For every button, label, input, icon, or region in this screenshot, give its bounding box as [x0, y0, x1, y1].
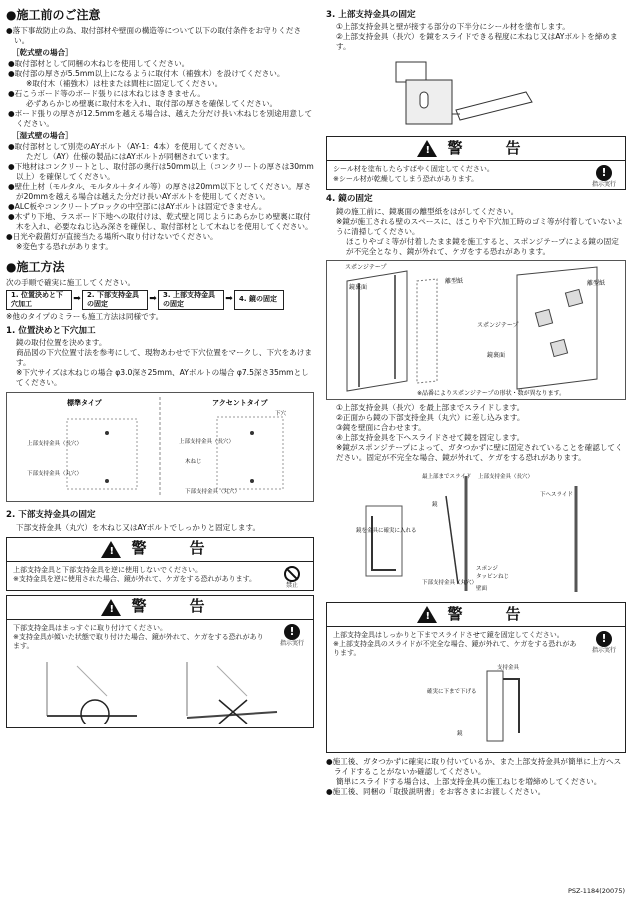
support-label: 支持金具	[497, 664, 520, 671]
warning-triangle-icon: !	[417, 140, 437, 157]
dry-item: ●取付部の厚さが5.5mm以上になるように取付木（補強木）を設けてください。	[8, 68, 285, 78]
wet-note: ただし（AY）仕様の製品にはAYボルトが同梱されています。	[26, 152, 234, 162]
hole-label: 下穴	[275, 411, 287, 418]
mirror-label: 鏡	[432, 501, 438, 508]
sun-note: ※変色する恐れがあります。	[16, 242, 113, 252]
right-column	[326, 0, 626, 797]
sure-label: 確実に下まで下げる	[427, 688, 477, 695]
dry-note: ※取付木（補強木）は柱または間柱に固定してください。	[26, 78, 223, 88]
release-label-2: 離型紙	[587, 279, 606, 287]
warning-header	[327, 137, 625, 161]
std-type-label: 標準タイプ	[67, 399, 102, 408]
warning-box-slide	[326, 602, 626, 753]
final-note: 簡単にスライドする場合は、上部支持金具の施工ねじを増締めしてください。	[336, 776, 602, 786]
warning-title: 警 告	[447, 604, 535, 623]
sponge-label-3: スポンジ	[476, 565, 498, 572]
warning-box-straight	[6, 595, 314, 728]
warning-triangle-icon: !	[101, 541, 121, 558]
method-note: ※他のタイプのミラーも施工方法は同様です。	[6, 312, 164, 322]
sealant-figure	[326, 52, 626, 132]
dry-item: ●取付部材として同梱の木ねじを使用してください。	[8, 58, 190, 68]
warning-header	[7, 596, 313, 620]
arrow-right-icon: ➡	[73, 294, 81, 305]
arrow-right-icon: ➡	[149, 294, 157, 305]
step1-heading: 1. 位置決めと下穴加工	[6, 326, 96, 337]
warning-text: 下部支持金具はまっすぐに取り付けてください。	[13, 623, 167, 632]
instruction-icon: ! 指示実行	[591, 631, 616, 654]
top-label: 最上部までスライド	[422, 473, 472, 480]
mirror-back-figure	[326, 260, 626, 400]
step2-text: 下部支持金具（丸穴）を木ねじ又はAYボルトでしっかりと固定します。	[16, 522, 261, 532]
step-3: 3. 上部支持金具の固定	[158, 290, 224, 310]
warning-note: ※上部支持金具のスライドが不完全な場合、鏡が外れて、ケガをする恐れがあります。	[333, 640, 577, 658]
step-4: 4. 鏡の固定	[234, 290, 284, 310]
tapping-label: タッピンねじ	[476, 573, 510, 580]
mount-note: ※鏡がスポンジテープによって、ガタつかずに壁に固定されていることを確認してください。固定が不完全な場合、鏡が外れて、ケガをする恐れがあります。	[336, 442, 623, 462]
release-label: 離型紙	[445, 277, 464, 285]
dry-item: ●ボード張りの厚さが12.5mmを越える場合は、越えた分だけ長い木ねじを別途用意してください。	[8, 108, 313, 128]
wet-item: ●木ずり下地、ラスボード下地への取付けは、乾式壁と同じようにあらかじめ壁裏に取付木を入れ、必要なねじ込み深さを確保し、取付部材として木ねじを使用してください。	[8, 212, 313, 232]
mount-step: ③鏡を壁面に合わせます。	[336, 422, 426, 432]
slide-diagram	[326, 466, 626, 596]
step-1: 1. 位置決めと下穴加工	[6, 290, 72, 310]
mount-step: ④上部支持金具を下へスライドさせて鏡を固定します。	[336, 432, 525, 442]
upper-label-std: 上部支持金具（長穴）	[27, 441, 83, 448]
upper-label: 上部支持金具（長穴）	[478, 473, 534, 480]
step4-text: 鏡の施工前に、鏡裏面の離型紙をはがしてください。	[336, 206, 519, 216]
warning-title: 警 告	[447, 138, 535, 157]
warning-triangle-icon: !	[101, 599, 121, 616]
warning-body	[327, 161, 625, 189]
step4-note: ※鏡が施工される壁のスペースに、ほこりや下穴加工時のゴミ等が付着していないように清掃してください。	[336, 216, 623, 236]
step4-note: ほこりやゴミ等が付着したまま鏡を施工すると、スポンジテープによる鏡の固定が不完全となり、鏡が外れて、ケガをする恐れがあります。	[346, 236, 619, 256]
step3-text: ②上部支持金具（長穴）を鏡をスライドできる程度に木ねじ又はAYボルトを締めます。	[336, 32, 618, 52]
mount-step: ①上部支持金具（長穴）を最上部までスライドします。	[336, 402, 525, 412]
upper-label-accent: 上部支持金具（長穴）	[179, 439, 235, 446]
support-slide-diagram	[327, 663, 625, 749]
step1-note: ※下穴サイズは木ねじの場合 φ3.0深さ25mm、AYボルトの場合 φ7.5深さ35mmとしてください。	[16, 368, 309, 388]
mirror-back-diagram	[327, 261, 625, 399]
warning-note: ※支持金具が傾いた状態で取り付けた場合、鏡が外れて、ケガをする恐れがあります。	[13, 633, 264, 651]
sponge-label-2: スポンジテープ	[477, 321, 519, 329]
warning-body	[327, 627, 625, 663]
final-check: ●施工後、ガタつかずに確実に取り付いているか、また上部支持金具が簡単に上方へスライドすることがないか確認してください。	[326, 756, 622, 776]
sponge-label: スポンジテープ	[345, 263, 387, 271]
slide-figure	[326, 466, 626, 598]
slide-label: 下へスライド	[540, 491, 573, 498]
prohibit-icon: 禁止	[277, 566, 307, 590]
warning-triangle-icon: !	[417, 606, 437, 623]
mount-step: ②正面から鏡の下部支持金具（丸穴）に差し込みます。	[336, 412, 525, 422]
method-title: ●施工方法	[6, 260, 65, 275]
wet-item: ●壁仕上材（モルタル、モルタル＋タイル等）の厚さは20mm以下としてください。厚さが20mmを越える場合は越えた分だけ長いAYボルトを使用してください。	[8, 182, 312, 202]
wet-item: ●下地材はコンクリートとし、取付部の奥行は50mm以上（コンクリートの厚さは30mm以上）を確保してください。	[8, 162, 314, 182]
instruction-icon: ! 指示実行	[591, 166, 616, 189]
accent-type-label: アクセントタイプ	[212, 399, 268, 408]
warning-body	[7, 562, 313, 590]
lower-label: 下部支持金具（丸穴）	[422, 579, 478, 586]
intro-text: ●落下事故防止の為、取付部材や壁面の構造等について以下の取付条件をお守りください。	[6, 25, 302, 45]
wet-wall-heading: ［湿式壁の場合］	[12, 130, 73, 140]
dry-note: 必ずあらかじめ壁裏に取付木を入れ、取付部の厚さを確保してください。	[26, 98, 278, 108]
warning-box-reverse	[6, 537, 314, 591]
warning-header	[327, 603, 625, 627]
wet-item: ●ALC板やコンクリートブロックの中空部にはAYボルトは固定できません。	[8, 202, 267, 212]
warning-note: ※支持金具を逆に使用された場合、鏡が外れて、ケガをする恐れがあります。	[13, 575, 257, 584]
wall-label: 壁面	[476, 585, 488, 592]
warning-text: シール材を塗布したらすばやく固定してください。	[333, 165, 494, 174]
screw-label: 木ねじ	[185, 459, 202, 466]
step3-text: ①上部支持金具と壁が接する部分の下半分にシール材を塗布します。	[336, 22, 570, 32]
back-label-2: 鏡裏面	[487, 351, 506, 359]
hole-position-figure	[6, 392, 314, 502]
sun-warning: ●日光や殺菌灯が直接当たる場所へ取り付けないでください。	[6, 232, 218, 242]
bracket-straight-diagram	[7, 656, 313, 724]
insert-label: 鏡を金具に確実に入れる	[356, 527, 417, 534]
mirror-label-2: 鏡	[457, 730, 463, 737]
left-column	[6, 0, 314, 732]
wet-item: ●取付部材として別売のAYボルト（AY-1：4本）を使用してください。	[8, 142, 250, 151]
step-2: 2. 下部支持金具の固定	[82, 290, 148, 310]
final-handover: ●施工後、同梱の「取扱説明書」をお客さまにお渡しください。	[326, 786, 546, 796]
document-code: PSZ-1184(20075)	[567, 887, 625, 896]
warning-title: 警 告	[131, 597, 219, 616]
warning-title: 警 告	[131, 539, 219, 558]
step1-text: 鏡の取付位置を決めます。	[16, 338, 107, 348]
warning-box-sealant	[326, 136, 626, 190]
correct-circle-icon	[81, 700, 109, 724]
lower-label-std: 下部支持金具（丸穴）	[27, 471, 83, 478]
back-label: 鏡裏面	[349, 283, 368, 291]
warning-header	[7, 538, 313, 562]
lower-label-accent: 下部支持金具（丸穴）	[185, 489, 241, 496]
warning-text: 上部支持金具はしっかりと下までスライドさせて鏡を固定してください。	[333, 630, 564, 639]
dry-wall-heading: ［乾式壁の場合］	[12, 47, 73, 57]
warning-body	[7, 620, 313, 656]
step4-heading: 4. 鏡の固定	[326, 194, 373, 205]
dry-item: ●石こうボード等のボード張りには木ねじはききません。	[8, 88, 205, 98]
arrow-right-icon: ➡	[225, 294, 233, 305]
method-intro: 次の手順で確実に施工してください。	[6, 278, 136, 287]
step-flow	[6, 290, 314, 310]
hole-position-diagram	[7, 393, 313, 501]
step3-heading: 3. 上部支持金具の固定	[326, 10, 416, 20]
sponge-note: ※品番によりスポンジテープの形状・数が異なります。	[417, 389, 566, 397]
step2-heading: 2. 下部支持金具の固定	[6, 510, 96, 521]
instruction-icon: ! 指示実行	[279, 624, 304, 647]
sealant-diagram	[326, 52, 626, 132]
warning-note: ※シール材が乾燥してしまう恐れがあります。	[333, 174, 479, 183]
warning-text: 上部支持金具と下部支持金具を逆に使用しないでください。	[13, 565, 202, 574]
precautions-title: ●施工前のご注意	[6, 8, 101, 22]
step1-text: 商品図の下穴位置寸法を参考にして、現物あわせで下穴位置をマークし、下穴をあけます。	[16, 348, 312, 368]
